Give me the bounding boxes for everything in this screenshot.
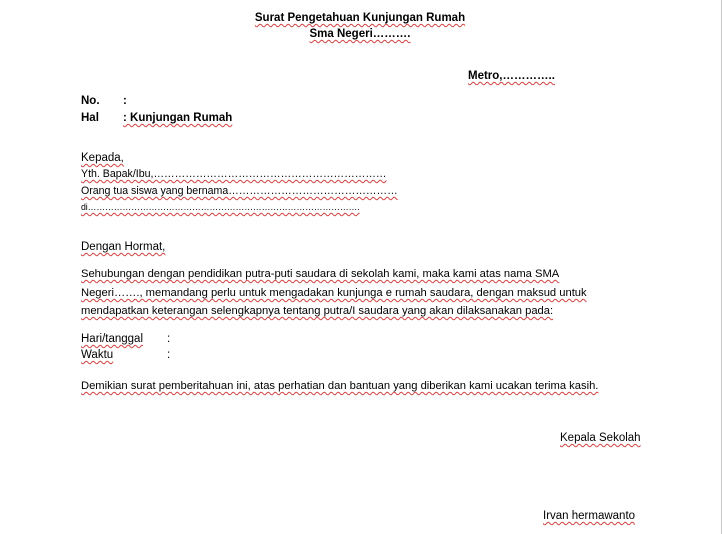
place-date: Metro,………….. (468, 70, 555, 82)
waktu-colon: : (167, 349, 171, 361)
hari-tanggal-label: Hari/tanggal (81, 333, 144, 345)
waktu-label: Waktu (81, 349, 114, 361)
recipient-yth: Yth. Bapak/Ibu,………………………………………………………… (81, 168, 387, 180)
no-colon: : (123, 95, 127, 107)
hal-value: : Kunjungan Rumah (123, 112, 233, 124)
letter-subtitle: Sma Negeri………. (309, 28, 411, 40)
closing-sentence: Demikian surat pemberitahuan ini, atas perhatian dan bantuan yang diberikan kami ucakan terima kasih. (81, 380, 599, 392)
paragraph-line-1: Sehubungan dengan pendidikan putra-puti saudara di sekolah kami, maka kami atas nama SMA (81, 268, 560, 280)
letter-title: Surat Pengetahuan Kunjungan Rumah (254, 12, 466, 24)
signature-position: Kepala Sekolah (560, 432, 641, 444)
no-label: No. (81, 95, 100, 107)
paragraph-line-2: Negeri……., memandang perlu untuk mengadakan kunjunga e rumah saudara, dengan maksud untuk (81, 287, 587, 299)
recipient-orang-tua: Orang tua siswa yang bernama………………………………………… (81, 185, 398, 197)
greeting: Dengan Hormat, (81, 241, 166, 253)
recipient-di: di…………………………………………………………………………………. (81, 202, 360, 212)
recipient-kepada: Kepada, (81, 152, 124, 164)
paragraph-line-3: mendapatkan keterangan selengkapnya tentang putra/I saudara yang akan dilaksanakan pada: (81, 305, 554, 317)
signature-name: Irvan hermawanto (543, 510, 636, 522)
hal-label: Hal (81, 112, 99, 124)
hari-tanggal-colon: : (167, 333, 171, 345)
